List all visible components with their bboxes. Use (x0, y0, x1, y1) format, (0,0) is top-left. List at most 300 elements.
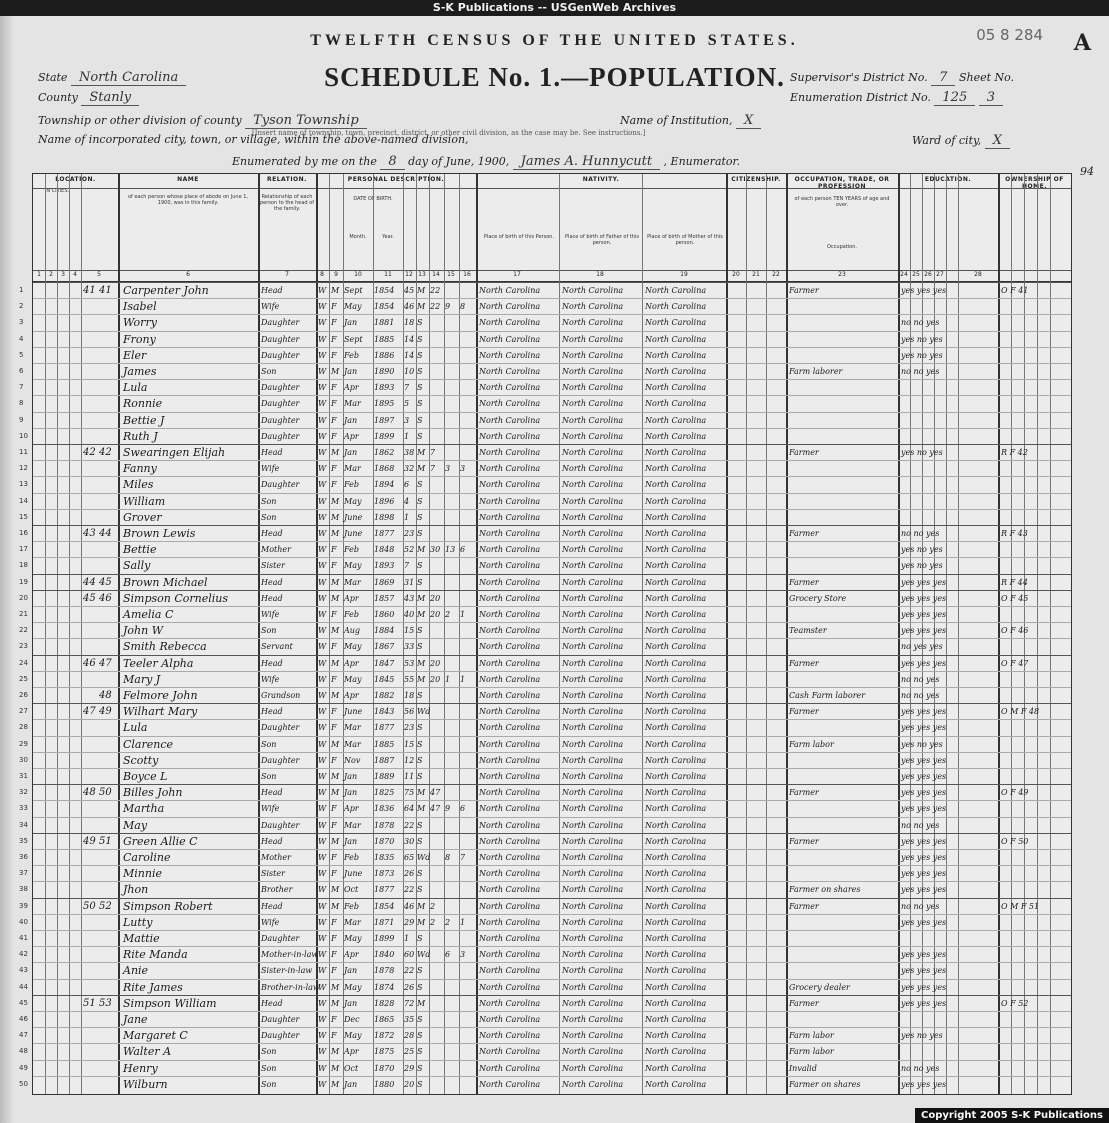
cell-ms: S (417, 755, 423, 765)
cell-sex: F (331, 399, 337, 409)
cell-father: North Carolina (562, 804, 624, 814)
line-number: 47 (19, 1031, 28, 1040)
cell-mother: North Carolina (645, 739, 707, 749)
cell-name: Wilburn (123, 1077, 168, 1091)
cell-year: 1867 (374, 642, 395, 652)
column-divider (726, 174, 728, 1094)
cell-rel: Head (261, 286, 283, 295)
table-row (33, 428, 1071, 429)
cell-name: Simpson Robert (123, 899, 213, 913)
table-row (33, 800, 1071, 801)
cell-occ: Farm labor (789, 739, 834, 749)
cell-edu: yes yes yes (901, 626, 947, 636)
cell-month: May (344, 496, 362, 506)
personal-heading: PERSONAL DESCRIPTION. (347, 176, 445, 183)
column-number: 18 (596, 271, 604, 278)
cell-mother: North Carolina (645, 302, 707, 312)
cell-color: W (318, 577, 327, 587)
cell-ms: M (417, 658, 426, 668)
cell-yrs: 2 (430, 901, 436, 911)
cell-color: W (318, 869, 327, 879)
cell-mb: 2 (445, 917, 451, 927)
cell-year: 1843 (374, 707, 395, 717)
cell-year: 1878 (374, 820, 395, 830)
table-row (33, 606, 1071, 607)
cell-month: June (344, 869, 363, 879)
cell-born: North Carolina (479, 998, 541, 1008)
cell-ms: S (417, 885, 423, 895)
cell-month: Apr (344, 431, 359, 441)
column-divider (258, 174, 260, 1094)
line-number: 4 (19, 334, 24, 343)
cell-dw: 50 (83, 900, 96, 912)
cell-mother: North Carolina (645, 415, 707, 425)
cell-fam: 52 (99, 900, 112, 912)
cell-rel: Son (261, 626, 277, 636)
cell-ms: S (417, 512, 423, 522)
cell-own: R F 43 (1001, 529, 1028, 538)
cell-month: Mar (344, 739, 361, 749)
cell-month: June (344, 529, 363, 538)
cell-born: North Carolina (479, 415, 541, 425)
cell-fam: 48 (99, 690, 112, 701)
line-number: 9 (19, 415, 24, 424)
enumerator-label: , Enumerator. (663, 155, 741, 168)
table-row (33, 444, 1071, 445)
line-number: 24 (19, 658, 28, 667)
cell-edu: yes yes yes (901, 966, 947, 976)
cell-born: North Carolina (479, 853, 541, 862)
cell-ms: M (417, 610, 426, 619)
cell-sex: M (331, 1079, 340, 1089)
cell-father: North Carolina (562, 512, 624, 522)
name-heading: NAME (177, 176, 199, 183)
cell-mother: North Carolina (645, 836, 707, 846)
birth-mother-heading: Place of birth of Mother of this person. (647, 234, 723, 246)
table-row (33, 590, 1071, 591)
cell-father: North Carolina (562, 934, 624, 943)
cell-year: 1895 (374, 399, 395, 409)
cell-month: Feb (344, 545, 359, 555)
cell-name: Simpson Cornelius (123, 591, 229, 605)
cell-born: North Carolina (479, 642, 541, 652)
cell-rel: Son (261, 1079, 277, 1089)
cell-born: North Carolina (479, 577, 541, 587)
cell-yrs: 20 (430, 610, 441, 619)
cell-color: W (318, 367, 327, 376)
cell-edu: yes no yes (901, 350, 943, 360)
line-number: 7 (19, 383, 24, 392)
cell-age: 43 (404, 593, 415, 603)
cell-mother: North Carolina (645, 885, 707, 895)
cell-ms: S (417, 1063, 423, 1073)
cell-rel: Head (261, 901, 283, 911)
cell-dw: 49 (83, 835, 96, 847)
cell-name: Smith Rebecca (123, 640, 207, 654)
cell-rel: Son (261, 772, 277, 781)
cell-father: North Carolina (562, 593, 624, 603)
line-number: 26 (19, 691, 28, 699)
occupation-subheading: of each person TEN YEARS of age and over. (794, 196, 890, 208)
cell-sex: F (331, 334, 337, 344)
cell-ms: Wd (417, 853, 431, 862)
cell-edu: yes yes yes (901, 950, 947, 960)
cell-age: 38 (404, 448, 415, 457)
cell-month: May (344, 561, 362, 571)
column-number: 2 (49, 271, 53, 278)
cell-year: 1889 (374, 772, 395, 781)
scan-edge (0, 16, 14, 1123)
cell-month: Jan (344, 367, 358, 376)
cell-age: 22 (404, 820, 415, 830)
cell-month: Jan (344, 1079, 358, 1089)
cell-age: 22 (404, 966, 415, 976)
cell-edu: yes no yes (901, 448, 943, 457)
cell-ms: S (417, 626, 423, 636)
cell-month: Mar (344, 723, 361, 733)
cell-color: W (318, 302, 327, 312)
cell-age: 53 (404, 658, 415, 668)
cell-month: Mar (344, 820, 361, 830)
table-row (33, 1011, 1071, 1012)
table-row (33, 460, 1071, 461)
cell-color: W (318, 998, 327, 1008)
cell-occ: Cash Farm laborer (789, 691, 866, 700)
cell-age: 35 (404, 1015, 415, 1024)
cell-ms: S (417, 350, 423, 360)
column-number: 21 (752, 271, 760, 278)
cell-mb: 6 (445, 950, 451, 960)
cell-sex: M (331, 448, 340, 457)
cell-year: 1875 (374, 1047, 395, 1057)
cell-rel: Wife (261, 674, 280, 684)
year-heading: Year. (382, 234, 394, 240)
cell-dw: 48 (83, 787, 96, 799)
cell-born: North Carolina (479, 836, 541, 846)
cell-color: W (318, 512, 327, 522)
cell-fam: 41 (99, 285, 112, 296)
cell-born: North Carolina (479, 1047, 541, 1057)
cell-edu: no no yes (901, 691, 940, 700)
cell-edu: no yes yes (901, 642, 943, 652)
cell-ms: S (417, 739, 423, 749)
line-number: 23 (19, 642, 28, 651)
cell-ms: M (417, 593, 426, 603)
cell-mother: North Carolina (645, 350, 707, 360)
cell-age: 56 (404, 707, 415, 717)
cell-mother: North Carolina (645, 674, 707, 684)
column-divider (81, 174, 82, 1094)
cell-dw: 46 (83, 657, 96, 669)
table-row (33, 784, 1071, 785)
column-divider (786, 174, 788, 1094)
cell-ml: 6 (460, 804, 466, 814)
table-row (33, 849, 1071, 850)
cell-mother: North Carolina (645, 593, 707, 603)
cell-father: North Carolina (562, 561, 624, 571)
cell-father: North Carolina (562, 350, 624, 360)
cell-rel: Wife (261, 610, 280, 619)
column-divider (642, 174, 643, 1094)
cell-born: North Carolina (479, 820, 541, 830)
table-row (33, 736, 1071, 737)
column-number: 15 (447, 271, 455, 278)
cell-year: 1836 (374, 804, 395, 814)
line-number: 34 (19, 820, 28, 829)
cell-rel: Daughter (261, 934, 300, 943)
cell-born: North Carolina (479, 934, 541, 943)
cell-mb: 9 (445, 302, 451, 312)
table-row (33, 655, 1071, 656)
line-number: 38 (19, 885, 28, 894)
cell-edu: yes no yes (901, 1031, 943, 1041)
cell-edu: yes yes yes (901, 707, 947, 717)
cell-sex: F (331, 674, 337, 684)
column-number: 3 (61, 271, 65, 278)
cell-color: W (318, 982, 327, 992)
cell-born: North Carolina (479, 755, 541, 765)
cell-rel: Sister-in-law (261, 966, 313, 976)
cell-edu: yes yes yes (901, 593, 947, 603)
table-row (33, 1027, 1071, 1028)
cell-sex: F (331, 1031, 337, 1041)
cell-edu: no no yes (901, 820, 940, 830)
cell-occ: Invalid (789, 1063, 817, 1073)
township-note: [Insert name of township, town, precinct, district, or other civil division, as the case may be. See instructions.] (252, 129, 646, 137)
cell-name: William (123, 494, 166, 508)
cell-year: 1870 (374, 836, 395, 846)
table-row (33, 638, 1071, 639)
cell-sex: F (331, 318, 337, 328)
cell-ms: S (417, 496, 423, 506)
line-number: 37 (19, 869, 28, 878)
table-row (33, 768, 1071, 769)
cell-born: North Carolina (479, 399, 541, 409)
cell-color: W (318, 723, 327, 733)
cell-ms: S (417, 966, 423, 976)
column-number: 23 (838, 271, 846, 278)
cell-own: O F 41 (1001, 286, 1029, 295)
cell-mb: 9 (445, 804, 451, 814)
cell-occ: Farmer (789, 529, 819, 538)
cell-mother: North Carolina (645, 561, 707, 571)
cell-name: Teeler Alpha (123, 656, 194, 670)
cell-father: North Carolina (562, 577, 624, 587)
cell-mother: North Carolina (645, 901, 707, 911)
cell-month: Jan (344, 966, 358, 976)
cell-father: North Carolina (562, 431, 624, 441)
table-row (33, 1060, 1071, 1061)
line-number: 36 (19, 853, 28, 861)
cell-father: North Carolina (562, 966, 624, 976)
cell-edu: yes yes yes (901, 772, 947, 781)
cell-yrs: 7 (430, 464, 436, 474)
cell-born: North Carolina (479, 885, 541, 895)
cell-born: North Carolina (479, 982, 541, 992)
table-row (33, 347, 1071, 348)
cell-edu: no no yes (901, 318, 940, 328)
cell-year: 1862 (374, 448, 395, 457)
cell-age: 11 (404, 772, 415, 781)
cell-father: North Carolina (562, 1063, 624, 1073)
cell-own: O F 45 (1001, 593, 1029, 603)
cell-mother: North Carolina (645, 496, 707, 506)
cell-month: Jan (344, 836, 358, 846)
relation-subheading: Relationship of each person to the head of the family. (259, 194, 315, 212)
cell-year: 1887 (374, 755, 395, 765)
cell-ms: M (417, 286, 426, 295)
cell-yrs: 20 (430, 593, 441, 603)
sheet-letter: A (1073, 30, 1091, 56)
month-heading: Month. (349, 234, 367, 240)
cell-father: North Carolina (562, 755, 624, 765)
cell-name: Anie (123, 964, 149, 978)
cell-year: 1871 (374, 917, 395, 927)
cell-sex: M (331, 901, 340, 911)
cell-edu: yes yes yes (901, 788, 947, 798)
cell-own: R F 44 (1001, 577, 1028, 587)
table-row (33, 509, 1071, 510)
cell-month: Feb (344, 853, 359, 862)
cell-born: North Carolina (479, 869, 541, 879)
cell-color: W (318, 1015, 327, 1024)
table-row (33, 833, 1071, 834)
cell-ms: S (417, 577, 423, 587)
line-number: 18 (19, 561, 28, 570)
line-number: 17 (19, 545, 28, 554)
institution-field (620, 113, 761, 128)
cell-rel: Daughter (261, 350, 300, 360)
cell-rel: Head (261, 707, 283, 717)
cell-name: Felmore John (123, 689, 198, 702)
cell-born: North Carolina (479, 950, 541, 960)
cell-color: W (318, 966, 327, 976)
cell-rel: Daughter (261, 431, 300, 441)
cell-rel: Head (261, 577, 283, 587)
cell-month: Sept (344, 286, 363, 295)
cell-fam: 50 (99, 787, 112, 799)
cell-mother: North Carolina (645, 1079, 707, 1089)
cell-edu: no no yes (901, 529, 940, 538)
cell-sex: M (331, 658, 340, 668)
cell-month: May (344, 1031, 362, 1041)
cell-occ: Farmer on shares (789, 885, 861, 895)
cell-edu: yes yes yes (901, 869, 947, 879)
cell-father: North Carolina (562, 707, 624, 717)
incorporated-field (38, 133, 469, 146)
cell-color: W (318, 431, 327, 441)
cell-edu: yes no yes (901, 561, 943, 571)
citizenship-heading: CITIZENSHIP. (731, 176, 781, 183)
header-rule (33, 188, 1071, 189)
column-number: 1 (37, 271, 41, 278)
line-number: 28 (19, 723, 28, 732)
cell-rel: Son (261, 1047, 277, 1057)
cell-fam: 46 (99, 592, 112, 604)
cell-fam: 42 (99, 447, 112, 458)
cell-color: W (318, 934, 327, 943)
ed-label: Enumeration District No. (790, 91, 931, 104)
cell-own: O F 50 (1001, 836, 1029, 846)
supervisor-field (790, 70, 1014, 85)
cell-born: North Carolina (479, 723, 541, 733)
cell-mother: North Carolina (645, 1031, 707, 1041)
cell-age: 46 (404, 901, 415, 911)
cell-name: Henry (123, 1061, 158, 1075)
line-number: 44 (19, 982, 28, 991)
cell-age: 26 (404, 982, 415, 992)
cell-rel: Mother (261, 545, 291, 555)
table-row (33, 493, 1071, 494)
column-divider (45, 174, 46, 1094)
cell-rel: Head (261, 836, 283, 846)
cell-name: Carpenter John (123, 284, 209, 297)
cell-ms: S (417, 1031, 423, 1041)
column-number: 6 (186, 271, 190, 278)
cell-ms: Wd (417, 950, 431, 960)
cell-mother: North Carolina (645, 545, 707, 555)
cell-edu: yes yes yes (901, 998, 947, 1008)
cell-mother: North Carolina (645, 1015, 707, 1024)
cell-ms: S (417, 1079, 423, 1089)
cell-mb: 13 (445, 545, 456, 555)
cell-name: Sally (123, 559, 151, 573)
cell-ms: M (417, 302, 426, 312)
cell-month: Aug (344, 626, 361, 636)
ward-field (912, 133, 1010, 148)
cell-rel: Wife (261, 917, 280, 927)
cell-year: 1845 (374, 674, 395, 684)
cell-born: North Carolina (479, 350, 541, 360)
state-label: State (38, 71, 68, 84)
cell-ms: M (417, 545, 426, 555)
cell-born: North Carolina (479, 739, 541, 749)
cell-mother: North Carolina (645, 1063, 707, 1073)
cell-edu: yes yes yes (901, 755, 947, 765)
table-row (33, 930, 1071, 931)
cell-father: North Carolina (562, 1031, 624, 1041)
institution-label: Name of Institution, (620, 114, 733, 127)
cell-father: North Carolina (562, 399, 624, 409)
sheet-value: 3 (979, 90, 1003, 106)
cell-age: 40 (404, 610, 415, 619)
cell-mb: 8 (445, 853, 451, 862)
cell-year: 1884 (374, 626, 395, 636)
cell-age: 32 (404, 464, 415, 474)
education-heading: EDUCATION. (924, 176, 972, 183)
column-divider (476, 174, 478, 1094)
line-number: 40 (19, 917, 28, 926)
cell-name: Rite Manda (123, 948, 188, 962)
cell-rel: Head (261, 593, 283, 603)
cell-rel: Son (261, 367, 277, 376)
column-number: 24 (900, 271, 908, 278)
cell-born: North Carolina (479, 707, 541, 717)
cell-age: 6 (404, 480, 410, 490)
cell-sex: M (331, 1063, 340, 1073)
line-number: 43 (19, 966, 28, 975)
cell-age: 30 (404, 836, 415, 846)
cell-father: North Carolina (562, 723, 624, 733)
cell-father: North Carolina (562, 464, 624, 474)
cell-born: North Carolina (479, 464, 541, 474)
cell-ms: Wd (417, 707, 431, 717)
cell-age: 7 (404, 561, 410, 571)
cell-mb: 2 (445, 610, 451, 619)
table-row (33, 817, 1071, 818)
line-number: 39 (19, 901, 28, 910)
cell-month: Oct (344, 885, 359, 895)
